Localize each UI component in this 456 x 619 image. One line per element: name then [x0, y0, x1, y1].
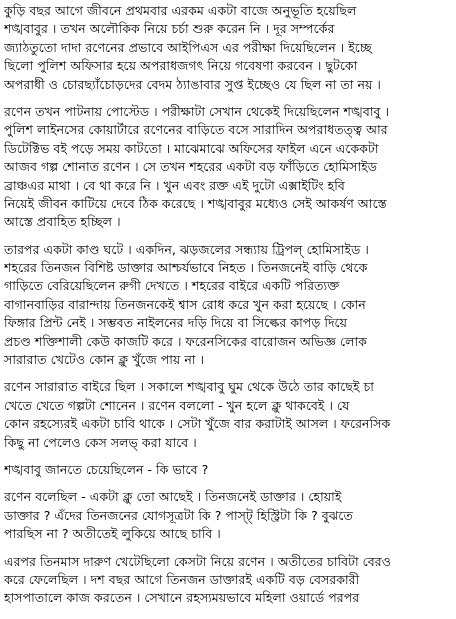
text-line: রণেন বলেছিল - একটা ক্লু তো আছেই । তিনজনেই ডাক্তার । হোয়াই	[4, 489, 342, 505]
text-line: কুড়ি বছর আগে জীবনে প্রথমবার এরকম একটা বাজে অনুভূতি হয়েছিল	[4, 3, 357, 18]
text-line: কিছু না পেলেও কেস সলভ্ করা যাবে ।	[4, 434, 197, 450]
text-line: নিয়েই জীবন কাটিয়ে দেবে ঠিক করেছে । শঙ্খবাবুর মধ্যেও সেই আকর্ষণ আস্তে	[4, 195, 387, 211]
text-line: শহরের তিনজন বিশিষ্ট ডাক্তার আশ্চর্যভাবে নিহত । তিনজনেই বাড়ি থেকে	[4, 260, 368, 276]
text-line: বাগানবাড়ির বারান্দায় তিনজনকেই শ্বাস রোধ করে খুন করা হয়েছে । কোন	[4, 296, 366, 312]
text-line: তারপর একটা কাণ্ড ঘটে । একদিন, ঝড়জলের সন্ধ্যায় ট্রিপল্ হোমিসাইড ।	[4, 241, 369, 257]
text-line: অপরাধী ও চোরছ্যাঁচোড়দের বেদম ঠ্যাঙাবার সুপ্ত ইচ্ছেও যে ছিল না তা নয় ।	[4, 76, 381, 92]
text-line: সারারাত খেটেও কোন ক্লু খুঁজে পায় না ।	[4, 352, 205, 368]
text-line: ছিলো পুলিশ অফিসার হয়ে অপরাধজগৎ নিয়ে গবেষণা করবেন । ছুটকো	[4, 58, 358, 74]
paragraph-3	[4, 241, 450, 370]
text-line: গাড়িতে বেরিয়েছিলেন রুগী দেখতে । শহরের বাইরে একটি পরিত্যক্ত	[4, 278, 340, 294]
paragraph-4	[4, 378, 450, 452]
paragraph-5	[4, 461, 450, 479]
text-line: রণেন তখন পাটনায় পোস্টেড । পরীক্ষাটা সেখান থেকেই দিয়েছিলেন শঙ্খবাবু ।	[4, 103, 389, 119]
text-line: পারছিস না ? অতীতেই লুকিয়ে আছে চাবি ।	[4, 526, 221, 542]
text-line: ডিটেক্টিভ বই পড়ে সময় কাটতো । মাঝেমাঝে অফিসের ফাইল এনে একেকটা	[4, 140, 379, 156]
text-line: ব্রাঞ্চএর মাথা । বে থা করে নি । খুন এবং রক্ত এই দুটো এক্সাইটিং হবি	[4, 177, 345, 193]
paragraph-2	[4, 103, 450, 232]
text-line: ফিঙ্গার প্রিন্ট নেই । সম্ভবত নাইলনের দড়ি দিয়ে বা সিল্কের কাপড় দিয়ে	[4, 315, 348, 331]
paragraph-1	[4, 2, 450, 94]
text-line: প্রচণ্ড শক্তিশালী কেউ কাজটি করে । ফরেনসিকের বারোজন অভিজ্ঞ লোক	[4, 333, 367, 349]
text-line: করে ফেলেছিল । দশ বছর আগে তিনজন ডাক্তারই একটি বড় বেসরকারী	[4, 571, 360, 587]
text-line: শঙ্খবাবুর । তখন অলৌকিক নিয়ে চর্চা শুরু করেন নি । দূর সম্পর্কের	[4, 21, 335, 37]
text-line: রণেন সারারাত বাইরে ছিল । সকালে শঙ্খবাবু ঘুম থেকে উঠে তার কাছেই চা	[4, 379, 374, 395]
text-line: কোন রহস্যেরই একটা চাবি থাকে । সেটা খুঁজে বার করাটাই আসল । ফরেনসিক	[4, 416, 391, 432]
text-line: হাসপাতালে কাজ করতেন । সেখানে রহস্যময়ভাবে মহিলা ওয়ার্ডে পরপর	[4, 590, 360, 606]
text-line: শঙ্খবাবু জানতে চেয়েছিলেন - কি ভাবে ?	[4, 461, 209, 477]
text-line: আস্তে প্রবাহিত হচ্ছিল ।	[4, 214, 121, 230]
text-line: পুলিশ লাইনসের কোয়ার্টারে রণেনের বাড়িতে বসে সারাদিন অপরাধতত্ত্ব আর	[4, 122, 388, 138]
text-line: জ্যাঠতুতো দাদা রণেনের প্রভাবে আইপিএস এর পরীক্ষা দিয়েছিলেন । ইচ্ছে	[4, 39, 372, 55]
paragraph-6	[4, 488, 450, 543]
text-line: ডাক্তার ? এঁদের তিনজনের যোগসূত্রটা কি ? পাস্ট্ হিস্ট্রিটা কি ? বুঝতে	[4, 507, 353, 523]
text-line: এরপর তিনমাস দারুণ খেটেছিলো কেসটা নিয়ে রণেন । অতীতের চাবিটা বেরও	[4, 553, 391, 569]
text-line: খেতে খেতে গল্পটা শোনেন । রণেন বললো - খুন হলে ক্লু থাকবেই । যে	[4, 397, 350, 413]
paragraph-7	[4, 553, 450, 608]
text-line: আজব গল্প শোনাত রণেন । সে তখন শহরের একটা বড় ফাঁড়িতে হোমিসাইড	[4, 159, 377, 175]
